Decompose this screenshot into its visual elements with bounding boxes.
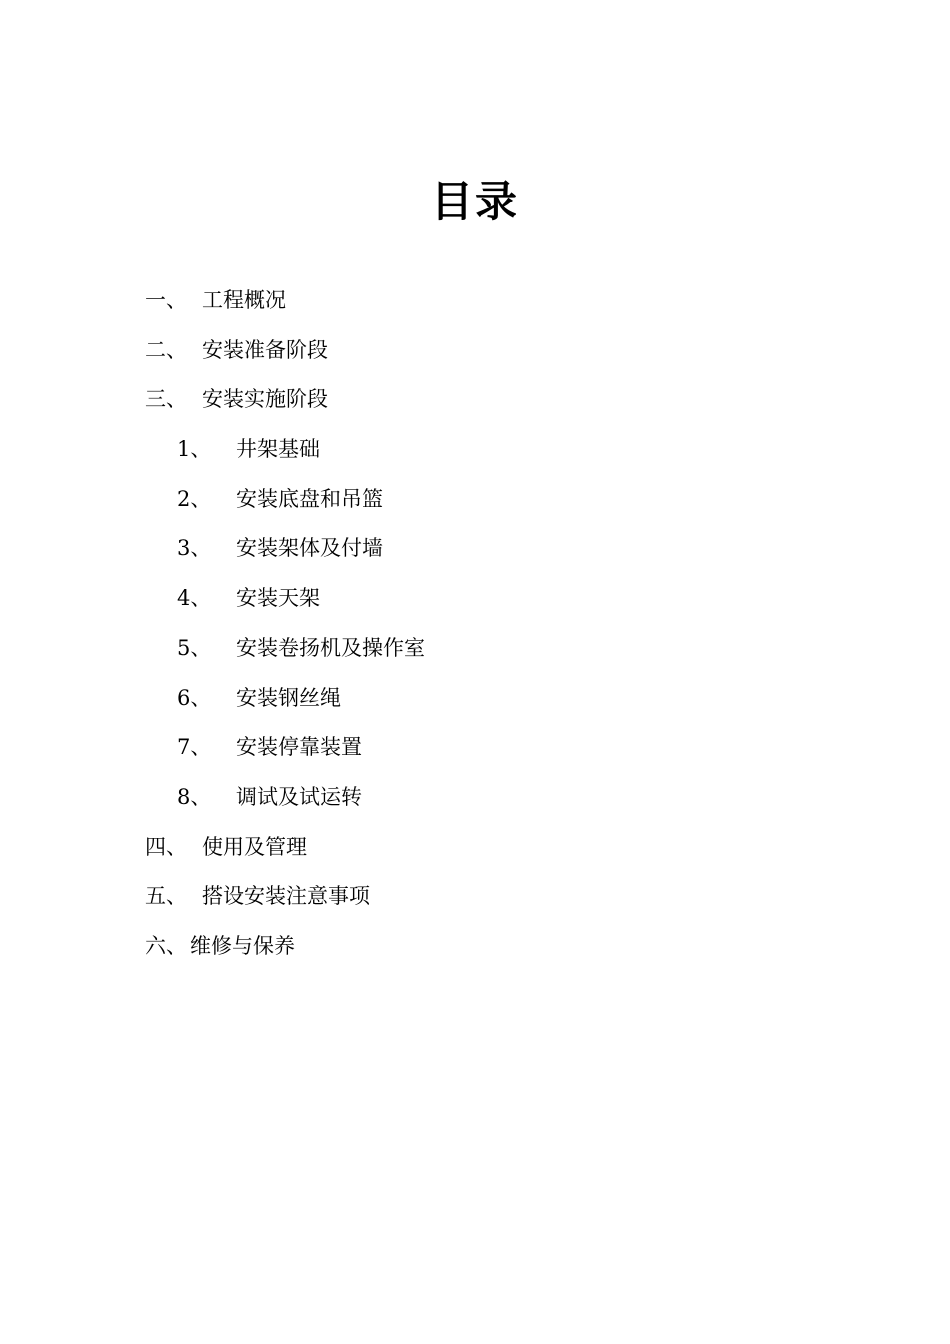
toc-item-number: 8、	[177, 784, 212, 809]
toc-item-number: 六、	[145, 933, 187, 958]
toc-item-number: 6、	[177, 685, 212, 710]
toc-item-number: 二、	[145, 337, 187, 362]
toc-item-label: 安装底盘和吊篮	[236, 486, 383, 511]
toc-item-label: 井架基础	[236, 437, 320, 462]
toc-item-number: 3、	[177, 536, 212, 561]
page-title: 目录	[430, 177, 519, 226]
toc-subitem[interactable]	[0, 431, 950, 481]
toc-subitem[interactable]	[0, 580, 950, 630]
toc-item-number: 7、	[177, 735, 212, 760]
toc-item-label: 使用及管理	[202, 834, 307, 859]
toc-item-label: 安装架体及付墙	[236, 536, 383, 561]
toc-item-number: 5、	[177, 635, 212, 660]
toc-item-number: 1、	[177, 437, 212, 462]
toc-subitem[interactable]	[0, 530, 950, 580]
toc-item-label: 维修与保养	[190, 933, 295, 958]
toc-subitem[interactable]	[0, 729, 950, 779]
toc-item-label: 安装天架	[236, 586, 320, 611]
toc-item-label: 安装停靠装置	[236, 735, 362, 760]
toc-item[interactable]	[0, 282, 950, 332]
toc-item-label: 安装实施阶段	[202, 387, 328, 412]
toc-item-label: 安装钢丝绳	[236, 685, 341, 710]
toc-item[interactable]	[0, 332, 950, 382]
toc-subitem[interactable]	[0, 630, 950, 680]
toc-item[interactable]	[0, 829, 950, 879]
toc-item-number: 4、	[177, 586, 212, 611]
toc-subitem[interactable]	[0, 481, 950, 531]
toc-subitem[interactable]	[0, 779, 950, 829]
toc-item-label: 安装准备阶段	[202, 337, 328, 362]
toc-item-label: 安装卷扬机及操作室	[236, 635, 425, 660]
toc-item[interactable]	[0, 928, 950, 978]
toc-item-label: 工程概况	[202, 288, 286, 312]
toc-item-number: 三、	[145, 387, 187, 412]
toc-subitem[interactable]	[0, 680, 950, 730]
toc-item-number: 2、	[177, 486, 212, 511]
toc-item-number: 四、	[145, 834, 187, 859]
toc-item-number: 一、	[145, 288, 187, 312]
toc-item[interactable]	[0, 381, 950, 431]
table-of-contents	[0, 282, 950, 978]
toc-item-number: 五、	[145, 884, 187, 909]
toc-item-label: 搭设安装注意事项	[202, 884, 370, 909]
toc-item[interactable]	[0, 878, 950, 928]
toc-item-label: 调试及试运转	[236, 784, 362, 809]
